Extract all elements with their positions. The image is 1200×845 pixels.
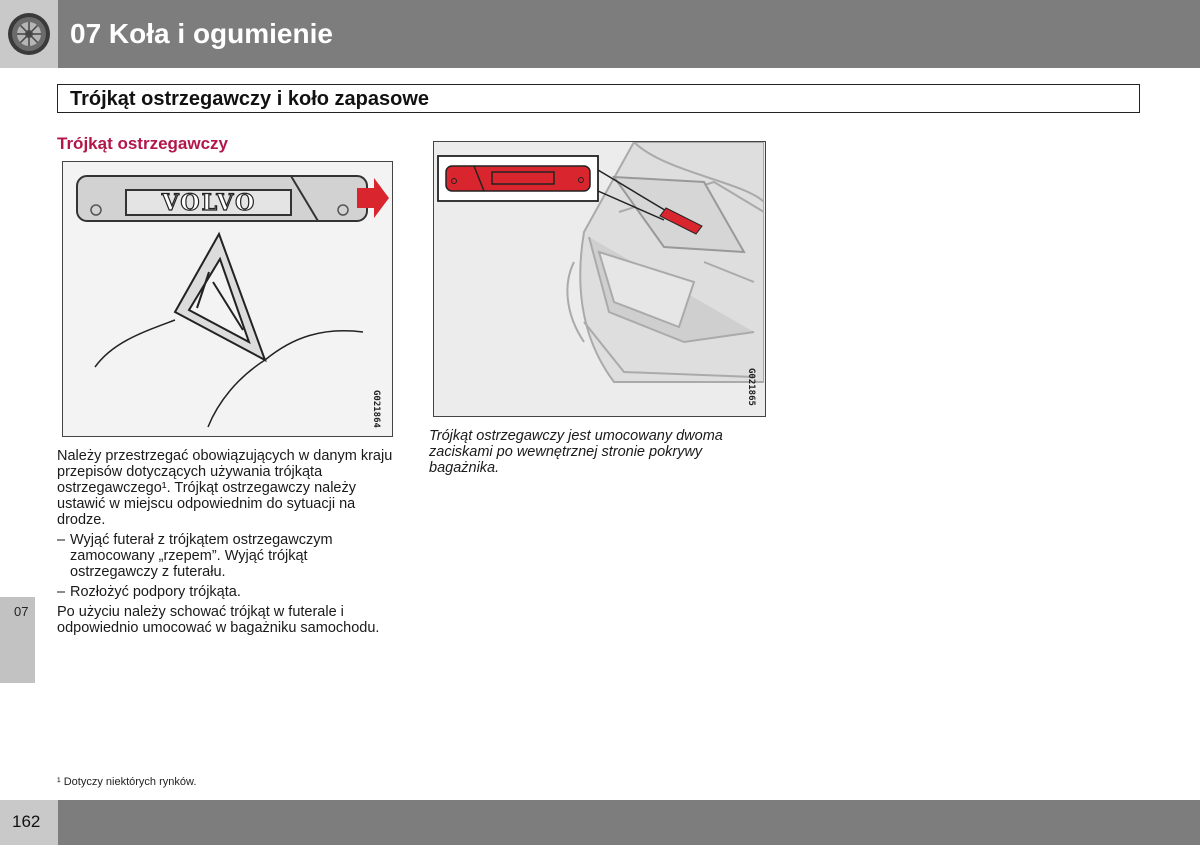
list-item: [57, 532, 397, 580]
tire-icon: [0, 0, 58, 68]
figure-code: G021864: [371, 390, 381, 428]
paragraph: Po użyciu należy schować trójkąt w futerale i odpowiednio umocować w bagażniku samochodu.: [57, 604, 380, 636]
list-item-text: Rozłożyć podpory trójkąta.: [70, 584, 241, 600]
body-text: [57, 448, 397, 640]
trunk-lid-icon: [434, 142, 764, 415]
header-icon-box: [0, 0, 58, 68]
list-dash: –: [57, 584, 66, 600]
footer-bar: [58, 800, 1200, 845]
list-dash: –: [57, 532, 66, 548]
chapter-tab-label: 07: [14, 604, 29, 619]
volvo-logo: VOLVO: [161, 190, 257, 216]
section-title-box: [57, 84, 1140, 113]
figure-code: G021865: [746, 368, 756, 406]
list-item: [57, 584, 397, 600]
triangle-case-detail: [446, 166, 590, 191]
warning-triangle-icon: [175, 234, 265, 360]
subsection-heading: Trójkąt ostrzegawczy: [57, 134, 229, 153]
list-item-text: Wyjąć futerał z trójkątem ostrzegawczym zamocowany „rzepem”. Wyjąć trójkąt ostrzegawczy z futerału.: [70, 532, 333, 580]
chapter-title: 07 Koła i ogumienie: [70, 18, 333, 49]
paragraph: Należy przestrzegać obowiązujących w danym kraju przepisów dotyczących używania trójkąta ostrzegawczego¹. Trójkąt ostrzegawczy należy ustawić w miejscu odpowiednim do sytuacji na drodze.: [57, 448, 393, 528]
section-title: Trójkąt ostrzegawczy i koło zapasowe: [70, 88, 430, 110]
figure-caption: Trójkąt ostrzegawczy jest umocowany dwoma zaciskami po wewnętrznej stronie pokrywy bagażnika.: [429, 428, 723, 476]
figure-warning-triangle: [62, 161, 393, 437]
footnote: ¹ Dotyczy niektórych rynków.: [57, 776, 197, 788]
triangle-case: [77, 176, 367, 221]
figure-trunk-lid: [433, 141, 766, 417]
page-number: 162: [12, 812, 41, 831]
